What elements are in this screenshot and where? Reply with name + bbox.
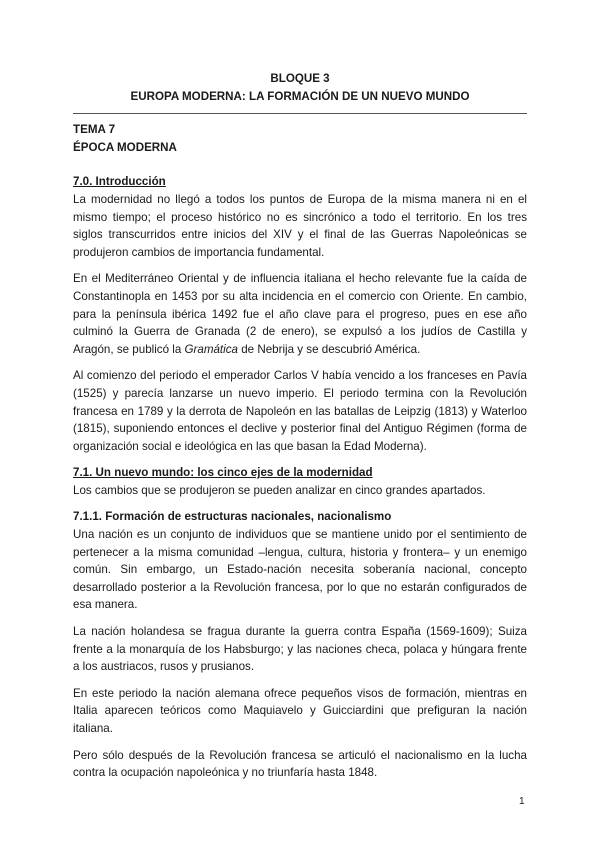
paragraph-line: frente a la monarquía de los Habsburgo; y las naciones checa, polaca y húngara frente <box>73 642 527 656</box>
paragraph <box>73 526 527 614</box>
section-intro: Los cambios que se produjeron se pueden analizar en cinco grandes apartados. <box>73 483 486 497</box>
paragraph-line: para la península ibérica 1492 fue el año clave para el progreso, pues en ese año <box>73 307 527 321</box>
paragraph-line: organización social e ideológica en las que basan la Edad Moderna). <box>73 439 427 453</box>
section-heading-7-0: 7.0. Introducción <box>73 175 166 189</box>
text: Aragón, se publicó la <box>73 342 185 356</box>
paragraph <box>73 367 527 455</box>
document-page <box>73 70 527 782</box>
paragraph-line: pertenecer a la misma comunidad –lengua, cultura, historia y frontera– y un enemigo <box>73 545 527 559</box>
paragraph-line: contra la ocupación napoleónica y no triunfaría hasta 1848. <box>73 766 378 780</box>
paragraph-line: En este periodo la nación alemana ofrece pequeños visos de formación, mientras en <box>73 686 527 700</box>
paragraph <box>73 270 527 358</box>
section-heading-7-1-1: 7.1.1. Formación de estructuras nacionales, nacionalismo <box>73 510 392 524</box>
paragraph <box>73 685 527 738</box>
block-title: EUROPA MODERNA: LA FORMACIÓN DE UN NUEVO MUNDO <box>130 89 470 103</box>
paragraph-lines <box>73 270 527 340</box>
paragraph-line: desarrollado posterior a la Revolución francesa, por lo que no estarán configurados de <box>73 580 527 594</box>
paragraph-line: Constantinopla en 1453 por su alta incidencia en el comercio con Oriente. En cambio, <box>73 289 527 303</box>
paragraph-line: mismo tiempo; el proceso histórico no es sincrónico a todo el territorio. En los tres <box>73 210 527 224</box>
paragraph-line: produjeron cambios de importancia fundamental. <box>73 245 325 259</box>
tema-title: ÉPOCA MODERNA <box>73 140 177 154</box>
block-label: BLOQUE 3 <box>270 72 330 85</box>
paragraph <box>73 191 527 261</box>
text: de Nebrija y se descubrió América. <box>237 342 421 356</box>
paragraph-line: común. Sin embargo, un Estado-nación necesita soberanía nacional, concepto <box>73 563 527 577</box>
paragraph-line: Al comienzo del periodo el emperador Carlos V había vencido a los franceses en Pavía <box>73 369 527 383</box>
paragraph-line: En el Mediterráneo Oriental y de influencia italiana el hecho relevante fue la caída de <box>73 272 527 286</box>
paragraph-line <box>73 341 527 359</box>
paragraph-line: esa manera. <box>73 598 138 612</box>
paragraph-line: Una nación es un conjunto de individuos que se mantiene unido por el sentimiento de <box>73 528 527 542</box>
paragraph-line: a los austriacos, rusos y prusianos. <box>73 660 255 674</box>
paragraph-line: siglos transcurridos entre inicios del XIV y el final de las Guerras Napoleónicas se <box>73 228 527 242</box>
paragraph-line: (1525) y parecía lanzarse un nuevo imperio. El periodo termina con la Revolución <box>73 386 527 400</box>
paragraph-line: italiana. <box>73 722 113 735</box>
book-title: Gramática <box>184 342 238 356</box>
paragraph-line: francesa en 1789 y la derrota de Napoleón en las batallas de Leipzig (1813) y Waterloo <box>73 404 527 418</box>
section-heading-7-1: 7.1. Un nuevo mundo: los cinco ejes de la modernidad <box>73 466 373 480</box>
paragraph-line: La modernidad no llegó a todos los puntos de Europa de la misma manera ni en el <box>73 192 527 206</box>
paragraph-line: La nación holandesa se fragua durante la guerra contra España (1569-1609); Suiza <box>73 625 527 639</box>
paragraph <box>73 747 527 782</box>
paragraph-line: (1815), suponiendo entonces el declive y posterior final del Antiguo Régimen (forma de <box>73 422 527 436</box>
paragraph-line: Pero sólo después de la Revolución francesa se articuló el nacionalismo en la lucha <box>73 748 527 762</box>
tema-number: TEMA 7 <box>73 123 116 137</box>
page-number: 1 <box>519 796 525 807</box>
paragraph-line: Italia aparecen teóricos como Maquiavelo y Guicciardini que prefiguran la nación <box>73 704 527 718</box>
header-divider <box>73 113 527 114</box>
paragraph <box>73 623 527 676</box>
paragraph-line: culminó la Guerra de Granada (2 de enero), se expulsó a los judíos de Castilla y <box>73 325 527 339</box>
